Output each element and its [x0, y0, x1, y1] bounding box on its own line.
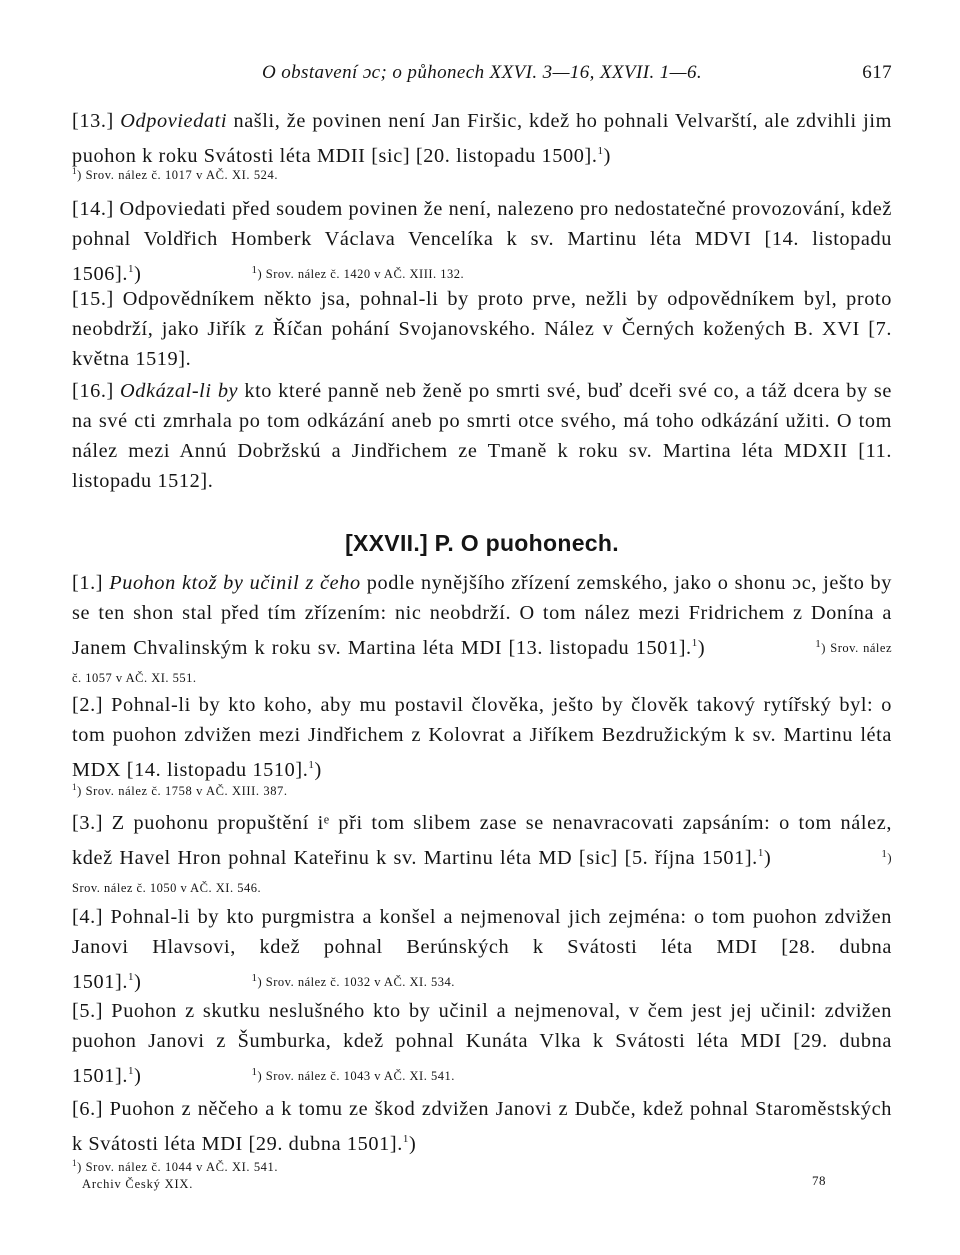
footnote-mark: 1: [691, 637, 698, 649]
footnote-text: Srov. nález č. 1044 v AČ. XI. 541.: [85, 1160, 279, 1175]
paragraph-text: Pohnal-li by kto purgmistra a konšel a nejmenoval jich zejména: o tom puohon zdvižen Janovi Hlavsovi, kdež pohnal Berúnských k Svátosti léta MDI [28. dubna 1501].: [72, 906, 892, 993]
paragraph-number: [6.]: [72, 1098, 104, 1120]
paragraph-6: [72, 1094, 892, 1159]
footnote: $^1$) Srov. nález č. 1758 v AČ. XIII. 387.: [72, 782, 288, 799]
running-head: [72, 62, 892, 88]
paragraph-3: [72, 808, 892, 903]
footnote-mark-tail: ): [697, 636, 706, 659]
inline-footnote: $^1$) Srov. nález č. 1050 v AČ. XI. 546.: [72, 847, 892, 895]
footnote-mark: 1: [308, 759, 315, 771]
signature-mark: Archiv Český XIX.: [82, 1177, 194, 1191]
footnote-text: Srov. nález č. 1043 v AČ. XI. 541.: [265, 1068, 455, 1083]
paragraph-4: [72, 902, 892, 997]
paragraph-1: [72, 568, 892, 693]
footnote-mark-tail: ): [134, 970, 142, 993]
paragraph-text: Odpoviedati před soudem povinen že není, nalezeno pro nedostatečné provozování, kdež pohnal Voldřich Homberk Václava Vencelíka k sv. Martinu léta MDVI [14. listopadu 1506].: [72, 198, 892, 285]
paragraph-number: [15.]: [72, 288, 114, 310]
paragraph-text: Puohon z něčeho a k tomu ze škod zdvižen Janovi z Dubče, kdež pohnal Staroměstských k Svátosti léta MDI [29. dubna 1501].: [72, 1098, 892, 1155]
footnote-mark-tail: ): [314, 758, 322, 781]
footnote-text: Srov. nález č. 1032 v AČ. XI. 534.: [265, 974, 455, 989]
running-title: O obstavení ɔc; o půhonech XXVI. 3—16, XXVII. 1—6.: [261, 62, 702, 83]
paragraph-lead: Puohon ktož by učinil z čeho: [109, 572, 361, 594]
footnote: $^1$) Srov. nález č. 1017 v AČ. XI. 524.: [72, 166, 279, 183]
footnote-mark-tail: ): [763, 846, 772, 869]
paragraph-14: [72, 194, 892, 289]
footnote-mark-tail: ): [603, 144, 611, 167]
footnote-text: Srov. nález č. 1057 v AČ. XI. 551.: [72, 640, 892, 685]
paragraph-number: [3.]: [72, 812, 104, 834]
inline-footnote: $^1$) Srov. nález č. 1032 v AČ. XI. 534.: [251, 971, 455, 989]
paragraph-text: našli, že povinen není Jan Firšic, kdež ho pohnali Velvarští, ale zdvihli jim puohon k roku Svátosti léta MDII [sic] [20. listopadu 1500].: [72, 110, 892, 167]
footnote-mark: 1: [128, 1065, 135, 1077]
paragraph-text: Odpovědníkem někto jsa, pohnal-li by proto prve, nežli by odpovědníkem byl, proto neobdrží, jako Jiřík z Říčan pohání Svojanovského. Nález v Černých kožených B. XVI [7. května 1519].: [72, 288, 892, 370]
page-number: 617: [862, 62, 892, 83]
footnote-text: Srov. nález č. 1050 v AČ. XI. 546.: [72, 880, 262, 895]
footnote-text: Srov. nález č. 1758 v AČ. XIII. 387.: [85, 784, 288, 799]
footnote-mark-tail: ): [134, 262, 142, 285]
inline-footnote: $^1$) Srov. nález č. 1043 v AČ. XI. 541.: [251, 1065, 455, 1083]
paragraph-text: Z puohonu propuštění iᵉ při tom slibem zase se nenavracovati zapsáním: o tom nález, kdež Havel Hron pohnal Kateřinu k sv. Martinu léta MD [sic] [5. října 1501].: [72, 812, 892, 869]
footnote-text: Srov. nález č. 1017 v AČ. XI. 524.: [85, 168, 279, 183]
paragraph-number: [4.]: [72, 906, 104, 928]
inline-footnote: $^1$) Srov. nález č. 1057 v AČ. XI. 551.: [72, 637, 892, 685]
paragraph-number: [5.]: [72, 1000, 104, 1022]
paragraph-15: [72, 284, 892, 374]
footnote-mark: 1: [128, 263, 135, 275]
paragraph-5: [72, 996, 892, 1091]
paragraph-16: [72, 376, 892, 496]
footnote-text: Srov. nález č. 1420 v AČ. XIII. 132.: [265, 266, 465, 281]
footnote-mark-tail: ): [134, 1064, 142, 1087]
paragraph-lead: Odkázal-li by: [120, 380, 239, 402]
footnote-mark: 1: [128, 971, 135, 983]
paragraph-number: [13.]: [72, 110, 114, 132]
paragraph-text: Pohnal-li by kto koho, aby mu postavil člověka, ješto by člověk takový rytířský byl: o tom puohon zdvižen mezi Jindřichem z Kolovrat a Jiříkem Bezdružickým k sv. Martinu léta MDX [14. listopadu 1510].: [72, 694, 892, 781]
book-page: [72, 0, 892, 1255]
paragraph-2: [72, 690, 892, 785]
paragraph-text: Puohon z skutku neslušného kto by učinil a nejmenoval, v čem jest jej učinil: zdvižen puohon Janovi z Šumburka, kdež pohnal Kunáta Vlka k Svátosti léta MDI [29. dubna 1501].: [72, 1000, 892, 1087]
sheet-number: 78: [812, 1173, 826, 1188]
paragraph-text: podle nynějšího zřízení zemského, jako o shonu ɔc, ješto by se ten shon stal před tím zřízením: nic neobdrží. O tom nález mezi Fridrichem z Donína a Janem Chvalinským k roku sv. Martina léta MDI [13. listopadu 1501].: [72, 572, 893, 659]
footnote-mark: 1: [597, 145, 604, 157]
paragraph-number: [1.]: [72, 572, 104, 594]
paragraph-lead: Odpoviedati: [120, 110, 228, 132]
inline-footnote: $^1$) Srov. nález č. 1420 v AČ. XIII. 132.: [251, 263, 465, 281]
paragraph-number: [14.]: [72, 198, 114, 220]
section-heading: [XXVII.] P. O puohonech.: [345, 530, 619, 556]
paragraph-number: [2.]: [72, 694, 104, 716]
paragraph-text: kto které panně neb ženě po smrti své, buď dceři své co, a táž dcera by se na své cti zmrhala po tom odkázání aneb po smrti otce svého, má toho odkázání užiti. O tom nález mezi Annú Dobržskú a Jindřichem ze Tmaně k roku sv. Martina léta MDXII [11. listopadu 1512].: [72, 380, 893, 492]
paragraph-number: [16.]: [72, 380, 114, 402]
footnote-mark-tail: ): [409, 1132, 417, 1155]
footnote-mark: 1: [757, 847, 764, 859]
footnote-mark: 1: [402, 1133, 409, 1145]
footnote: $^1$) Srov. nález č. 1044 v AČ. XI. 541.: [72, 1158, 279, 1175]
